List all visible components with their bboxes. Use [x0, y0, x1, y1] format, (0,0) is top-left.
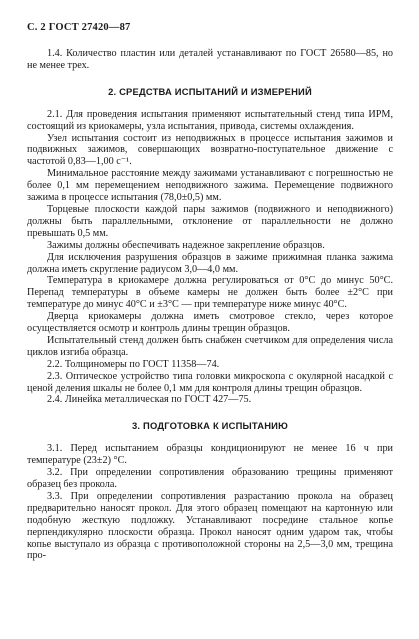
paragraph-2-1-b: Минимальное расстояние между зажимами устанавливают с погрешностью не более 0,1 мм перемещением неподвижного зажима. Перемещение подвижного зажима в процессе испытания (78,0±0,5) мм.: [27, 168, 393, 204]
paragraph-3-1: 3.1. Перед испытанием образцы кондиционируют не менее 16 ч при температуре (23±2) °С.: [27, 443, 393, 467]
paragraph-2-4: 2.4. Линейка металлическая по ГОСТ 427—75.: [47, 394, 252, 406]
document-body: [27, 48, 393, 562]
section-2-title: 2. СРЕДСТВА ИСПЫТАНИЙ И ИЗМЕРЕНИЙ: [108, 85, 312, 97]
paragraph-2-1-c: Торцевые плоскости каждой пары зажимов (подвижного и неподвижного) должны быть параллельными, отклонение от параллельности не должно превышать 0,5 мм.: [27, 203, 393, 239]
page-header: С. 2 ГОСТ 27420—87: [27, 22, 131, 33]
paragraph-2-2: 2.2. Толщиномеры по ГОСТ 11358—74.: [47, 358, 220, 370]
paragraph-2-1-a: Узел испытания состоит из неподвижных в процессе испытания зажимов и подвижных зажимов, совершающих возвратно-поступательное движение с частотой 0,83—1,00 с⁻¹.: [27, 132, 393, 168]
paragraph-2-1-e: Для исключения разрушения образцов в зажиме прижимная планка зажима должна иметь скругление радиусом 3,0—4,0 мм.: [27, 251, 393, 275]
paragraph-2-1: 2.1. Для проведения испытания применяют испытательный стенд типа ИРМ, состоящий из криокамеры, узла испытания, привода, системы охлаждения.: [27, 108, 393, 132]
paragraph-2-1-d: Зажимы должны обеспечивать надежное закрепление образцов.: [47, 239, 325, 251]
paragraph-2-1-f: Температура в криокамере должна регулироваться от 0°С до минус 50°С. Перепад температуры в объеме камеры не должен быть более ±2°С при температуре до минус 40°С и ±3°С — при температуре ниже минус 40°С.: [27, 275, 393, 311]
paragraph-3-2: 3.2. При определении сопротивления образованию трещины применяют образец без прокола.: [27, 467, 393, 490]
paragraph-1-4: 1.4. Количество пластин или деталей устанавливают по ГОСТ 26580—85, но не менее трех.: [27, 48, 393, 71]
paragraph-2-3: 2.3. Оптическое устройство типа головки микроскопа с окулярной насадкой с ценой деления шкалы не более 0,1 мм для контроля длины трещин образцов.: [27, 370, 393, 394]
paragraph-3-3: 3.3. При определении сопротивления разрастанию прокола на образец предварительно наносят прокол. Для этого образец помещают на картонную или подобную жесткую подложку. Устанавливают посредине стальное копье перпендикулярно плоскости образца. Прокол наносят одним ударом так, чтобы копье выступало из образца с противоположной стороны на 2,5—3,0 мм, трещина про-: [27, 490, 393, 562]
paragraph-2-1-g: Дверца криокамеры должна иметь смотровое стекло, через которое осуществляется осмотр и контроль длины трещин образцов.: [27, 311, 393, 335]
paragraph-2-1-h: Испытательный стенд должен быть снабжен счетчиком для определения числа циклов изгиба образца.: [27, 334, 393, 358]
section-3-title: 3. ПОДГОТОВКА К ИСПЫТАНИЮ: [132, 420, 288, 432]
